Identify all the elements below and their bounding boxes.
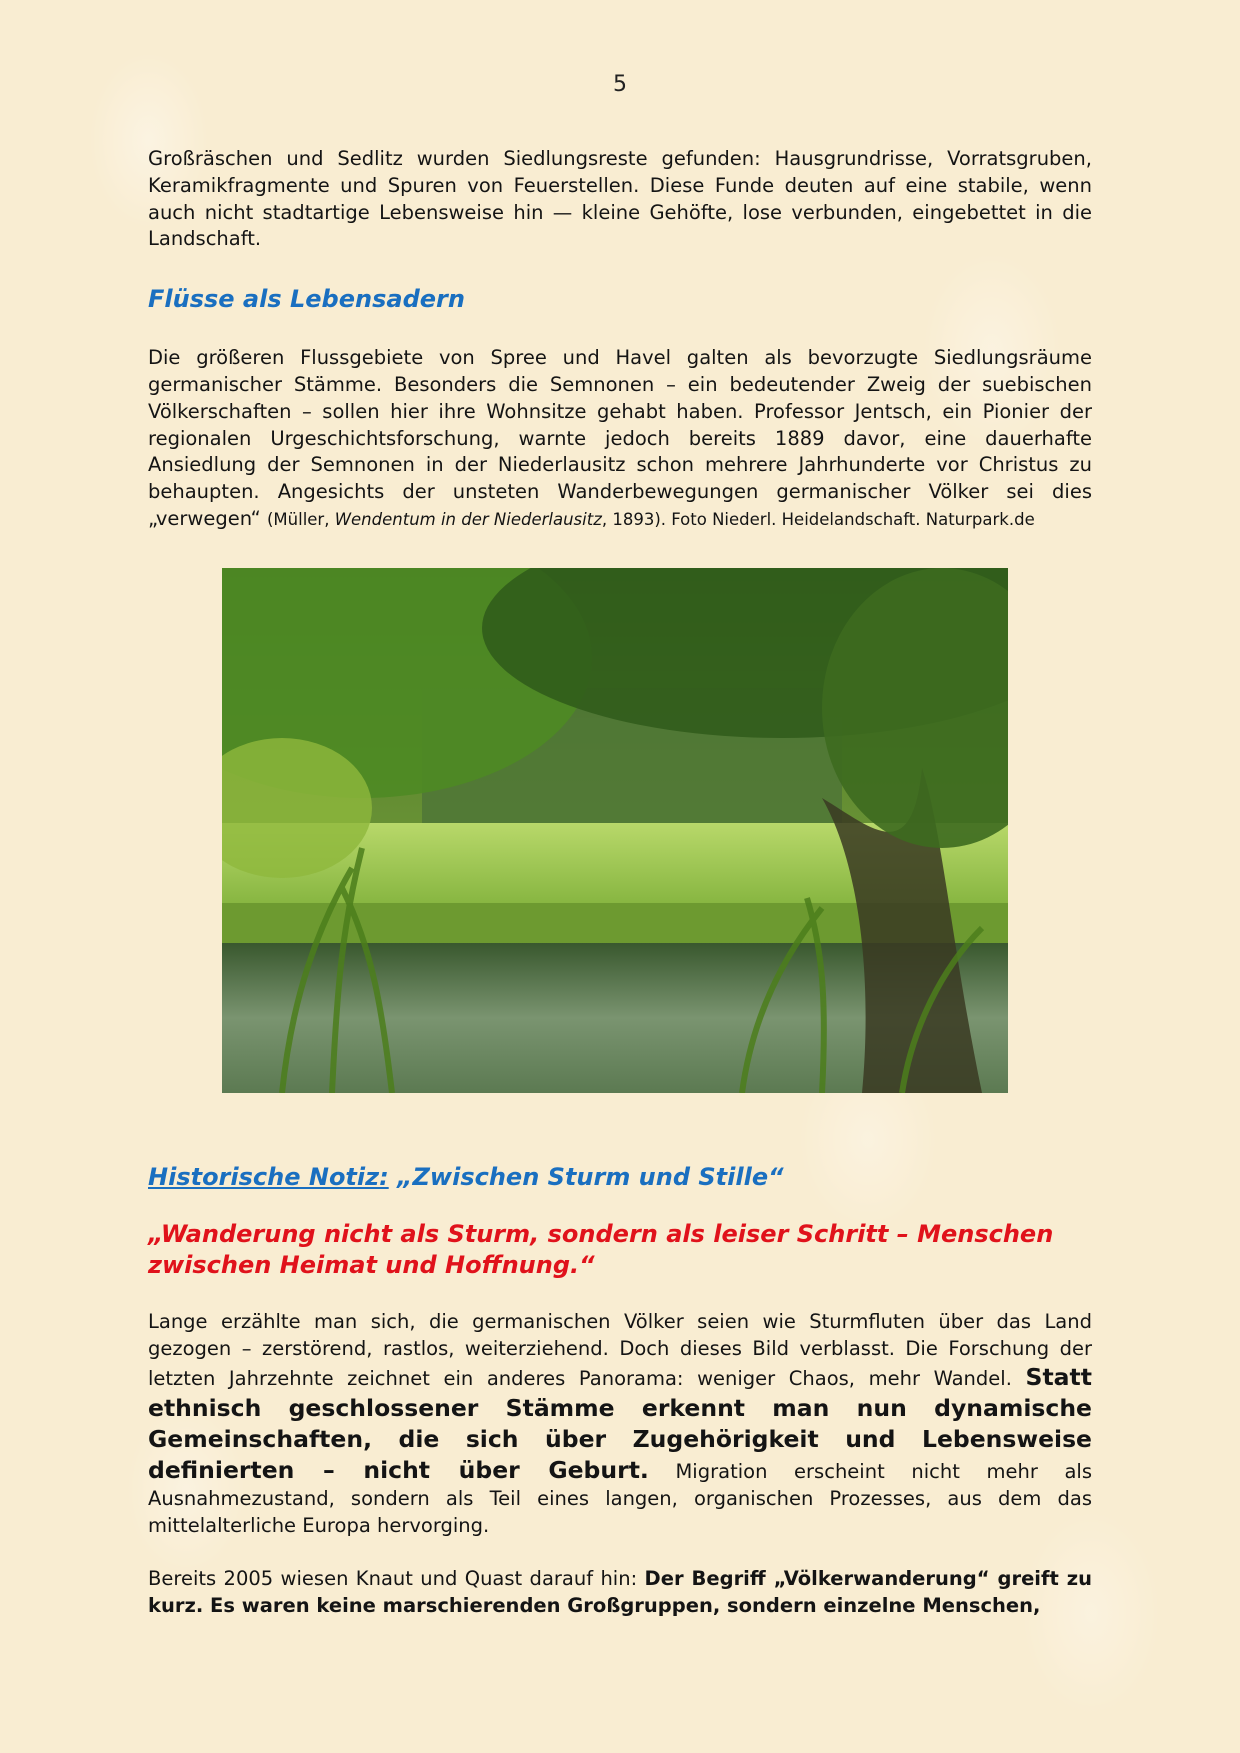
page-number: 5 — [613, 72, 627, 97]
source-suffix: , 1893). Foto Niederl. Heidelandschaft. Naturpark.de — [601, 509, 1035, 529]
intro-paragraph: Großräschen und Sedlitz wurden Siedlungsreste gefunden: Hausgrundrisse, Vorratsgruben, Keramikfragmente und Spuren von Feuerstellen. Diese Funde deuten auf eine stabile, wenn auch nicht stadtartige Lebensweise hin — kleine Gehöfte, lose verbunden, eingebettet in die Landschaft. — [148, 147, 1092, 251]
rivers-paragraph — [148, 345, 1092, 534]
document-body — [148, 146, 1092, 1620]
notice-label: Historische Notiz: — [148, 1162, 389, 1191]
landscape-photo-icon — [222, 568, 1008, 1093]
notice-para2-bold: Der Begriff „Völkerwanderung“ greift zu kurz. Es waren keine marschierenden Großgruppen, sondern einzelne Menschen, — [148, 1566, 1092, 1617]
notice-para1-end: Migration erscheint nicht mehr als Ausnahmezustand, sondern als Teil eines langen, organischen Prozesses, aus dem das mittelalterliche Europa hervorging. — [148, 1460, 1092, 1538]
notice-quote: „Wanderung nicht als Sturm, sondern als leiser Schritt – Menschen zwischen Heimat und Hoffnung.“ — [148, 1219, 1054, 1279]
source-title: Wendentum in der Niederlausitz — [334, 509, 602, 529]
notice-para2-start: Bereits 2005 wiesen Knaut und Quast darauf hin: — [148, 1566, 645, 1590]
notice-paragraph-1 — [148, 1309, 1092, 1540]
notice-paragraph-2 — [148, 1566, 1092, 1620]
source-citation — [267, 510, 1035, 529]
notice-para1-bold: Statt ethnisch geschlossener Stämme erkennt man nun dynamische Gemeinschaften, die sich über Zugehörigkeit und Lebensweise definierten – nicht über Geburt. — [148, 1363, 1092, 1485]
notice-para1-start: Lange erzählte man sich, die germanischen Völker seien wie Sturmfluten über das Land gezogen – zerstörend, rastlos, weiterziehend. Doch dieses Bild verblasst. Die Forschung der letzten Jahrzehnte zeichnet ein anderes Panorama: weniger Chaos, mehr Wandel. — [148, 1309, 1092, 1391]
source-prefix: (Müller, — [266, 509, 335, 529]
landscape-photo-svg — [222, 568, 1008, 1093]
notice-title: „Zwischen Sturm und Stille“ — [388, 1162, 784, 1191]
historical-notice-heading — [148, 1161, 1092, 1193]
rivers-text: Die größeren Flussgebiete von Spree und Havel galten als bevorzugte Siedlungsräume germanischer Stämme. Besonders die Semnonen – ein bedeutender Zweig der suebischen Völkerschaften – sollen hier ihre Wohnsitze gehabt haben. Professor Jentsch, ein Pionier der regionalen Urgeschichtsforschung, warnte jedoch bereits 1889 davor, eine dauerhafte Ansiedlung der Semnonen in der Niederlausitz schon mehrere Jahrhunderte vor Christus zu behaupten. Angesichts der unsteten Wanderbewegungen germanischer Völker sei dies „verwegen“ — [148, 346, 1092, 530]
section-heading-rivers: Flüsse als Lebensadern — [148, 285, 465, 314]
